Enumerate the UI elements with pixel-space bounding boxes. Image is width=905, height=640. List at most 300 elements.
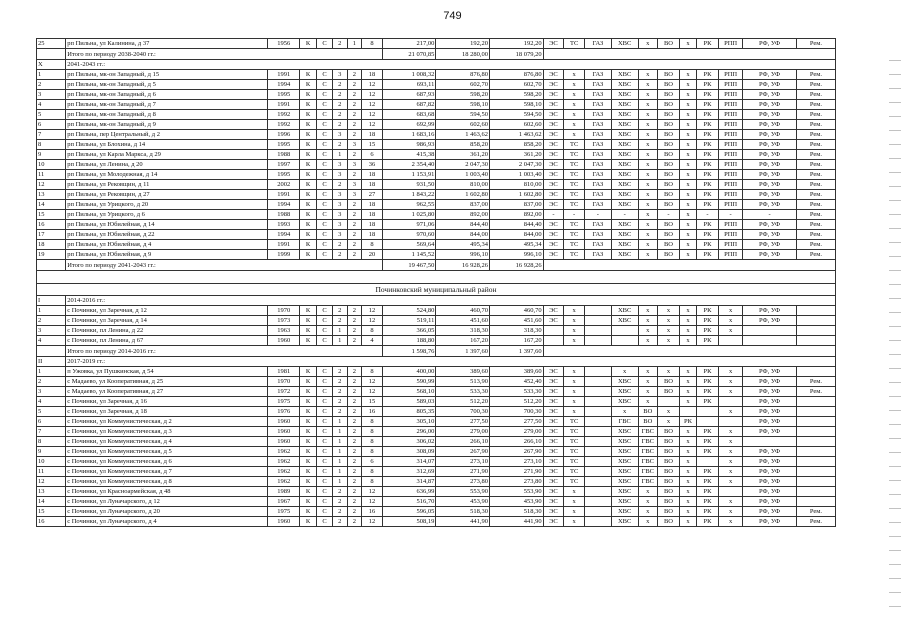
table-cell bbox=[584, 457, 611, 467]
table-cell bbox=[796, 367, 835, 377]
table-cell bbox=[584, 427, 611, 437]
table-cell: 1995 bbox=[268, 170, 300, 180]
table-cell: Рем. bbox=[796, 220, 835, 230]
table-cell: 453,90 bbox=[436, 497, 490, 507]
table-cell bbox=[584, 326, 611, 336]
table-cell: рп Пильна, мк-он Западный, д 7 bbox=[66, 100, 268, 110]
table-cell: 2 bbox=[332, 387, 347, 397]
table-cell: ВО bbox=[658, 120, 680, 130]
table-cell: 844,00 bbox=[436, 230, 490, 240]
table-cell: ГАЗ bbox=[584, 130, 611, 140]
table-cell: х bbox=[638, 240, 657, 250]
table-cell: х bbox=[564, 326, 585, 336]
table-cell: 12 bbox=[362, 100, 383, 110]
table-cell: ГАЗ bbox=[584, 39, 611, 49]
table-cell: х bbox=[638, 336, 657, 346]
table-cell: 18 079,20 bbox=[490, 49, 544, 60]
table-cell: С bbox=[317, 437, 333, 447]
table-cell: РК bbox=[697, 100, 719, 110]
table-cell: 18 bbox=[362, 220, 383, 230]
table-cell: К bbox=[300, 326, 317, 336]
table-cell: 1960 bbox=[268, 427, 300, 437]
table-cell: С bbox=[317, 427, 333, 437]
table-cell: 1 683,16 bbox=[382, 130, 436, 140]
table-cell: 2014-2016 гг.: bbox=[66, 296, 836, 306]
table-cell: РФ, УФ bbox=[743, 140, 797, 150]
table-cell: РК bbox=[697, 306, 719, 316]
table-cell: ТС bbox=[564, 417, 585, 427]
table-cell: ВО bbox=[658, 160, 680, 170]
table-cell: 2 bbox=[347, 427, 362, 437]
table-cell: 460,70 bbox=[436, 306, 490, 316]
table-cell: 3 bbox=[347, 180, 362, 190]
table-cell: 589,03 bbox=[382, 397, 436, 407]
table-cell: Рем. bbox=[796, 170, 835, 180]
table-cell: ВО bbox=[658, 497, 680, 507]
table-cell: ЭС bbox=[543, 100, 564, 110]
table-cell: 2 bbox=[332, 497, 347, 507]
table-cell: ЭС bbox=[543, 407, 564, 417]
table-cell: ТС bbox=[564, 467, 585, 477]
table-cell: РК bbox=[697, 130, 719, 140]
table-cell: 1960 bbox=[268, 336, 300, 346]
table-cell: ЭС bbox=[543, 397, 564, 407]
table-cell: 12 bbox=[37, 477, 66, 487]
table-cell: ТС bbox=[564, 190, 585, 200]
table-cell: х bbox=[718, 316, 742, 326]
table-cell: РФ, УФ bbox=[743, 80, 797, 90]
table-cell: ХВС bbox=[611, 467, 638, 477]
table-cell: х bbox=[638, 210, 657, 220]
table-cell: X bbox=[37, 60, 66, 70]
table-row bbox=[37, 80, 836, 90]
table-cell: 2 bbox=[332, 397, 347, 407]
table-cell: х bbox=[718, 447, 742, 457]
table-cell: 1991 bbox=[268, 100, 300, 110]
table-cell: 188,80 bbox=[382, 336, 436, 346]
table-cell: 460,70 bbox=[490, 306, 544, 316]
table-cell bbox=[743, 326, 797, 336]
table-cell: х bbox=[718, 477, 742, 487]
table-cell: 15 bbox=[362, 140, 383, 150]
table-cell: х bbox=[638, 39, 657, 49]
table-cell: 18 bbox=[362, 70, 383, 80]
table-cell: ХВС bbox=[611, 190, 638, 200]
table-cell: 518,30 bbox=[490, 507, 544, 517]
table-cell: ХВС bbox=[611, 387, 638, 397]
table-cell: С bbox=[317, 240, 333, 250]
table-cell: ГАЗ bbox=[584, 240, 611, 250]
table-cell: РК bbox=[697, 160, 719, 170]
table-cell: х bbox=[638, 377, 657, 387]
table-cell: 18 bbox=[362, 130, 383, 140]
table-row bbox=[37, 90, 836, 100]
table-cell: 18 bbox=[362, 170, 383, 180]
table-cell: с Починки, ул Луначарского, д 12 bbox=[66, 497, 268, 507]
table-cell: 4 bbox=[362, 336, 383, 346]
table-cell: С bbox=[317, 90, 333, 100]
table-cell: ВО bbox=[658, 130, 680, 140]
table-cell: 3 bbox=[332, 190, 347, 200]
table-cell: с Починки, ул Заречная, д 18 bbox=[66, 407, 268, 417]
table-cell: 2 bbox=[347, 220, 362, 230]
table-cell: с Починки, ул Заречная, д 16 bbox=[66, 397, 268, 407]
table-row bbox=[37, 230, 836, 240]
table-cell: ЭС bbox=[543, 140, 564, 150]
table-cell: К bbox=[300, 487, 317, 497]
table-cell: х bbox=[638, 507, 657, 517]
table-cell: 441,90 bbox=[490, 517, 544, 527]
table-cell: х bbox=[679, 160, 696, 170]
table-cell: Рем. bbox=[796, 39, 835, 49]
table-cell: ЭС bbox=[543, 467, 564, 477]
table-cell: 1963 bbox=[268, 326, 300, 336]
table-cell: ХВС bbox=[611, 220, 638, 230]
table-spacer bbox=[37, 271, 836, 284]
table-cell: ВО bbox=[658, 517, 680, 527]
table-cell: х bbox=[564, 367, 585, 377]
table-row bbox=[37, 70, 836, 80]
table-cell: 3 bbox=[332, 70, 347, 80]
table-cell: - bbox=[743, 210, 797, 220]
table-cell: К bbox=[300, 240, 317, 250]
table-cell: 568,10 bbox=[382, 387, 436, 397]
table-cell: 962,55 bbox=[382, 200, 436, 210]
table-row bbox=[37, 377, 836, 387]
table-cell: х bbox=[658, 367, 680, 377]
table-row bbox=[37, 210, 836, 220]
table-cell: рп Пильна, ул Урицкого, д 20 bbox=[66, 200, 268, 210]
table-cell: х bbox=[679, 497, 696, 507]
table-cell: К bbox=[300, 497, 317, 507]
table-row bbox=[37, 517, 836, 527]
table-cell: ВО bbox=[658, 140, 680, 150]
table-cell: рп Пильна, ул Рековщин, д 11 bbox=[66, 180, 268, 190]
table-cell: 2 bbox=[347, 90, 362, 100]
table-cell bbox=[584, 487, 611, 497]
table-cell: С bbox=[317, 140, 333, 150]
table-cell: х bbox=[679, 517, 696, 527]
table-cell: х bbox=[718, 367, 742, 377]
table-cell: 273,80 bbox=[436, 477, 490, 487]
table-cell: 277,50 bbox=[436, 417, 490, 427]
table-cell: РПП bbox=[718, 150, 742, 160]
table-cell: 18 bbox=[362, 200, 383, 210]
table-body-pochinki bbox=[37, 296, 836, 527]
table-cell: 19 467,50 bbox=[382, 260, 436, 271]
table-cell: РФ, УФ bbox=[743, 190, 797, 200]
table-cell: ХВС bbox=[611, 507, 638, 517]
table-cell: С bbox=[317, 457, 333, 467]
table-cell: К bbox=[300, 230, 317, 240]
table-cell: 15 bbox=[37, 507, 66, 517]
table-cell: 1960 bbox=[268, 437, 300, 447]
table-row bbox=[37, 447, 836, 457]
table-cell: х bbox=[564, 306, 585, 316]
table-cell: II bbox=[37, 357, 66, 367]
table-cell: РПП bbox=[718, 160, 742, 170]
table-cell: 2 bbox=[332, 306, 347, 316]
table-row bbox=[37, 190, 836, 200]
table-cell: ХВС bbox=[611, 377, 638, 387]
table-cell: ЭС bbox=[543, 517, 564, 527]
table-cell: К bbox=[300, 447, 317, 457]
table-cell: 2 bbox=[332, 517, 347, 527]
table-cell bbox=[697, 457, 719, 467]
table-cell: х bbox=[564, 130, 585, 140]
table-cell: х bbox=[564, 80, 585, 90]
table-cell: С bbox=[317, 110, 333, 120]
table-cell bbox=[584, 507, 611, 517]
table-cell: ЭС bbox=[543, 220, 564, 230]
table-cell: 513,90 bbox=[436, 377, 490, 387]
table-cell: с Починки, ул Коммунистическая, д 6 bbox=[66, 457, 268, 467]
table-cell: ХВС bbox=[611, 447, 638, 457]
table-cell: ЭС bbox=[543, 316, 564, 326]
table-cell: х bbox=[564, 517, 585, 527]
table-cell: х bbox=[679, 336, 696, 346]
table-cell: РФ, УФ bbox=[743, 240, 797, 250]
table-cell: РФ, УФ bbox=[743, 150, 797, 160]
table-cell bbox=[679, 407, 696, 417]
table-cell: 1 bbox=[37, 70, 66, 80]
table-cell: ВО bbox=[638, 407, 657, 417]
table-cell: с Мадаево, ул Кооперативная, д 25 bbox=[66, 377, 268, 387]
table-cell: ВО bbox=[658, 437, 680, 447]
table-cell: РФ, УФ bbox=[743, 130, 797, 140]
table-cell: 1970 bbox=[268, 306, 300, 316]
table-cell: 2 bbox=[332, 250, 347, 260]
table-cell: х bbox=[679, 110, 696, 120]
table-cell: ХВС bbox=[611, 120, 638, 130]
table-cell: х bbox=[638, 180, 657, 190]
table-cell: РПП bbox=[718, 180, 742, 190]
table-cell: 1 bbox=[332, 150, 347, 160]
table-cell: РК bbox=[697, 387, 719, 397]
table-cell: 602,70 bbox=[436, 80, 490, 90]
table-cell bbox=[584, 336, 611, 346]
table-cell: ХВС bbox=[611, 90, 638, 100]
table-row bbox=[37, 100, 836, 110]
table-cell: - bbox=[584, 210, 611, 220]
table-cell: рп Пильна, ул Юбилейная, д 22 bbox=[66, 230, 268, 240]
table-cell: Рем. bbox=[796, 377, 835, 387]
table-cell: Рем. bbox=[796, 387, 835, 397]
table-cell: К bbox=[300, 180, 317, 190]
table-cell: ТС bbox=[564, 180, 585, 190]
table-cell: х bbox=[679, 200, 696, 210]
table-cell: ГВС bbox=[638, 427, 657, 437]
page-number: 749 bbox=[443, 10, 462, 22]
table-cell: С bbox=[317, 150, 333, 160]
table-cell: С bbox=[317, 200, 333, 210]
table-cell: рп Пильна, ул Карла Маркса, д 29 bbox=[66, 150, 268, 160]
table-cell: 13 bbox=[37, 487, 66, 497]
table-cell: 1995 bbox=[268, 90, 300, 100]
table-cell: ЭС bbox=[543, 497, 564, 507]
table-cell: РК bbox=[697, 367, 719, 377]
page-edge-marks bbox=[889, 60, 901, 620]
table-cell: 400,00 bbox=[382, 367, 436, 377]
table-cell: 267,90 bbox=[436, 447, 490, 457]
table-cell: 366,05 bbox=[382, 326, 436, 336]
table-cell: х bbox=[638, 487, 657, 497]
table-cell: ГАЗ bbox=[584, 90, 611, 100]
table-row bbox=[37, 387, 836, 397]
table-cell: рп Пильна, ул Юбилейная, д 14 bbox=[66, 220, 268, 230]
table-row bbox=[37, 180, 836, 190]
table-cell: х bbox=[718, 377, 742, 387]
table-row bbox=[37, 437, 836, 447]
table-cell: Рем. bbox=[796, 180, 835, 190]
table-cell: К bbox=[300, 306, 317, 316]
table-cell: ЭС bbox=[543, 180, 564, 190]
table-cell: 4 bbox=[37, 336, 66, 346]
table-body-pilna bbox=[37, 39, 836, 271]
table-cell: 1967 bbox=[268, 497, 300, 507]
table-cell: ТС bbox=[564, 240, 585, 250]
table-row bbox=[37, 316, 836, 326]
table-cell: 8 bbox=[362, 367, 383, 377]
table-cell bbox=[697, 407, 719, 417]
table-cell: 16 928,26 bbox=[436, 260, 490, 271]
table-cell: 1988 bbox=[268, 150, 300, 160]
table-cell: х bbox=[679, 467, 696, 477]
table-cell: х bbox=[638, 110, 657, 120]
table-cell: С bbox=[317, 397, 333, 407]
table-cell: 533,30 bbox=[490, 387, 544, 397]
table-cell: х bbox=[679, 220, 696, 230]
table-cell: ЭС bbox=[543, 120, 564, 130]
table-cell: РК bbox=[697, 437, 719, 447]
table-cell: ЭС bbox=[543, 190, 564, 200]
table-cell: 837,00 bbox=[490, 200, 544, 210]
table-cell: 1992 bbox=[268, 120, 300, 130]
table-cell: х bbox=[638, 140, 657, 150]
table-cell: х bbox=[679, 377, 696, 387]
table-cell: ХВС bbox=[611, 437, 638, 447]
table-cell bbox=[611, 326, 638, 336]
table-cell: К bbox=[300, 200, 317, 210]
table-cell bbox=[796, 336, 835, 346]
table-cell: с Починки, ул Заречная, д 12 bbox=[66, 306, 268, 316]
table-cell: 13 bbox=[37, 190, 66, 200]
table-cell: х bbox=[679, 170, 696, 180]
table-cell: - bbox=[718, 210, 742, 220]
table-cell: 1992 bbox=[268, 110, 300, 120]
table-cell: 598,20 bbox=[436, 90, 490, 100]
table-cell: ГАЗ bbox=[584, 80, 611, 90]
table-cell bbox=[584, 517, 611, 527]
table-cell: 2002 bbox=[268, 180, 300, 190]
table-cell: х bbox=[718, 407, 742, 417]
table-cell: 2 bbox=[332, 90, 347, 100]
table-cell: ЭС bbox=[543, 367, 564, 377]
table-cell: 2 bbox=[37, 316, 66, 326]
table-cell: ВО bbox=[658, 150, 680, 160]
district-header bbox=[37, 284, 836, 296]
table-cell: РФ, УФ bbox=[743, 110, 797, 120]
table-cell: 27 bbox=[362, 190, 383, 200]
table-cell: х bbox=[679, 140, 696, 150]
table-cell: х bbox=[679, 180, 696, 190]
table-cell: ТС bbox=[564, 200, 585, 210]
table-cell: РК bbox=[697, 70, 719, 80]
table-cell: 1 bbox=[347, 39, 362, 49]
table-cell: 569,64 bbox=[382, 240, 436, 250]
table-cell: 2 bbox=[347, 367, 362, 377]
table-cell: 519,11 bbox=[382, 316, 436, 326]
table-cell: К bbox=[300, 70, 317, 80]
table-row bbox=[37, 170, 836, 180]
table-cell: х bbox=[679, 120, 696, 130]
table-cell bbox=[796, 487, 835, 497]
table-cell: К bbox=[300, 517, 317, 527]
table-row bbox=[37, 110, 836, 120]
table-cell: 18 bbox=[362, 180, 383, 190]
table-cell: 892,00 bbox=[490, 210, 544, 220]
table-cell: 2 bbox=[37, 80, 66, 90]
table-cell: ТС bbox=[564, 140, 585, 150]
table-cell: 2 bbox=[347, 407, 362, 417]
table-cell: 2 bbox=[347, 80, 362, 90]
table-cell: ВО bbox=[658, 447, 680, 457]
table-cell: ВО bbox=[658, 220, 680, 230]
table-cell: рп Пильна, ул Юбилейная, д 9 bbox=[66, 250, 268, 260]
table-cell: ГАЗ bbox=[584, 150, 611, 160]
table-cell: х bbox=[679, 90, 696, 100]
table-cell: РПП bbox=[718, 250, 742, 260]
table-cell: 18 bbox=[362, 230, 383, 240]
table-cell: 4 bbox=[37, 397, 66, 407]
table-cell: х bbox=[638, 200, 657, 210]
table-cell: 1970 bbox=[268, 377, 300, 387]
table-row bbox=[37, 507, 836, 517]
table-cell: РК bbox=[697, 140, 719, 150]
table-cell: 700,30 bbox=[436, 407, 490, 417]
table-cell: ЭС bbox=[543, 507, 564, 517]
table-cell: К bbox=[300, 80, 317, 90]
table-cell: РК bbox=[697, 240, 719, 250]
table-cell: С bbox=[317, 377, 333, 387]
table-cell: С bbox=[317, 517, 333, 527]
table-cell: 636,99 bbox=[382, 487, 436, 497]
table-cell: ХВС bbox=[611, 457, 638, 467]
table-cell: х bbox=[679, 397, 696, 407]
table-cell: РК bbox=[697, 447, 719, 457]
table-cell: РФ, УФ bbox=[743, 39, 797, 49]
table-cell: ВО bbox=[658, 507, 680, 517]
table-cell: 2 bbox=[332, 407, 347, 417]
table-cell: 1 bbox=[332, 477, 347, 487]
table-cell: х bbox=[718, 467, 742, 477]
table-cell: РК bbox=[697, 316, 719, 326]
period-section-row bbox=[37, 60, 836, 70]
table-cell: С bbox=[317, 170, 333, 180]
table-cell: х bbox=[638, 387, 657, 397]
table-cell: С bbox=[317, 120, 333, 130]
table-cell: С bbox=[317, 190, 333, 200]
table-cell: 1991 bbox=[268, 190, 300, 200]
table-cell: 508,19 bbox=[382, 517, 436, 527]
table-cell: К bbox=[300, 397, 317, 407]
table-cell: рп Пильна, ул Урицкого, д 6 bbox=[66, 210, 268, 220]
table-cell: х bbox=[718, 427, 742, 437]
table-cell: 314,07 bbox=[382, 457, 436, 467]
table-cell: К bbox=[300, 477, 317, 487]
period-section-row bbox=[37, 296, 836, 306]
table-cell: х bbox=[638, 100, 657, 110]
